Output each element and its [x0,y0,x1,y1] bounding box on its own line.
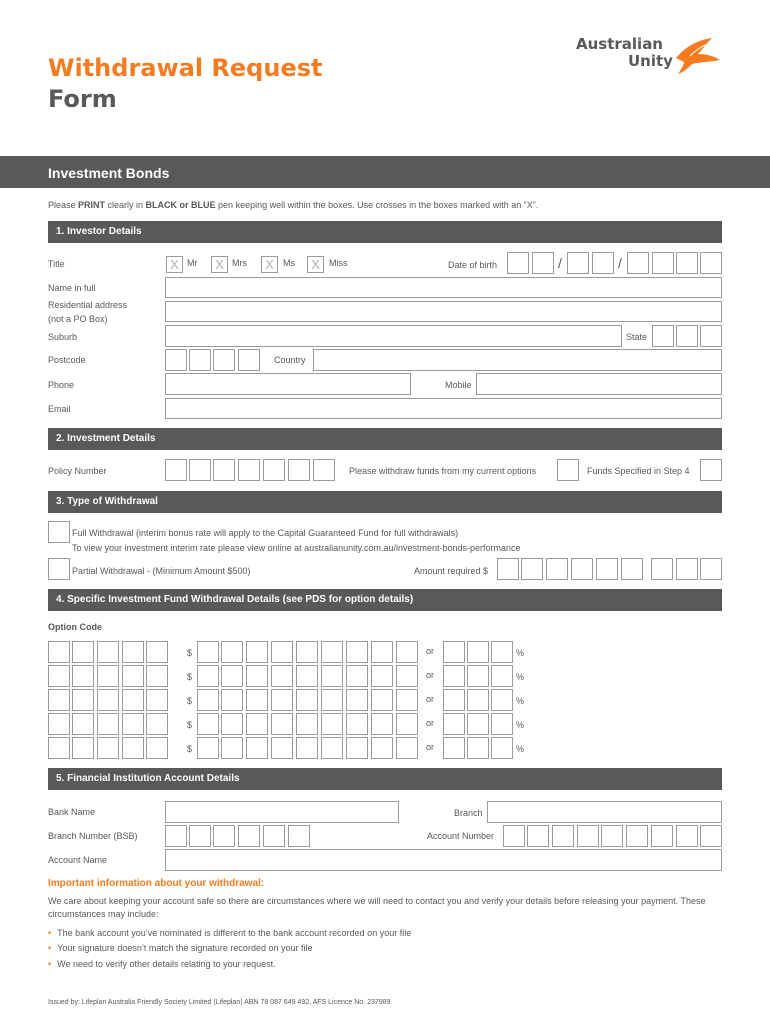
amount-box-3[interactable] [546,558,568,580]
amount-box[interactable] [321,665,343,687]
partial-withdrawal-checkbox[interactable] [48,558,70,580]
amount-box-2[interactable] [521,558,543,580]
amount-box[interactable] [346,737,368,759]
policy-box-2[interactable] [189,459,211,481]
section-type-of-withdrawal: 3. Type of Withdrawal [48,491,722,513]
logo-text-line1: Australian [576,35,663,53]
dob-slash-2: / [618,255,622,271]
option-code-label: Option Code [48,622,102,632]
amount-box[interactable] [271,713,293,735]
mobile-label: Mobile [445,380,472,390]
account-number-box-5[interactable] [601,825,623,847]
amount-box-9[interactable] [700,558,722,580]
option-code-box[interactable] [72,713,94,735]
section-fund-withdrawal-details: 4. Specific Investment Fund Withdrawal Details (see PDS for option details) [48,589,722,611]
bsb-box-5[interactable] [263,825,285,847]
postcode-box-3[interactable] [213,349,235,371]
dollar-sign: $ [187,744,193,754]
amount-box[interactable] [371,737,393,759]
logo-text-line2: Unity [628,52,673,70]
amount-box[interactable] [296,641,318,663]
bsb-box-3[interactable] [213,825,235,847]
option-code-box[interactable] [122,641,144,663]
percent-box[interactable] [467,665,489,687]
name-field[interactable] [165,277,722,298]
amount-box[interactable] [197,641,219,663]
account-name-field[interactable] [165,849,722,871]
option-code-box[interactable] [72,689,94,711]
address-label: Residential address [48,300,128,310]
account-number-box-3[interactable] [552,825,574,847]
amount-box[interactable] [197,713,219,735]
dollar-sign: $ [187,720,193,730]
dob-month-2[interactable] [592,252,614,274]
amount-box[interactable] [371,713,393,735]
option-code-box[interactable] [97,689,119,711]
amount-box[interactable] [321,641,343,663]
dob-day-2[interactable] [532,252,554,274]
account-number-box-9[interactable] [700,825,722,847]
amount-box[interactable] [246,641,268,663]
percent-sign: % [516,744,525,754]
option-code-box[interactable] [122,737,144,759]
option-code-box[interactable] [146,641,168,663]
funds-step4-label: Funds Specified in Step 4 [587,466,690,476]
dob-label: Date of birth [448,260,498,270]
percent-box[interactable] [443,689,465,711]
bullet-item: • We need to verify other details relating to your request. [48,959,276,969]
partial-withdrawal-label: Partial Withdrawal - (Minimum Amount $500) [72,566,251,576]
account-number-box-6[interactable] [626,825,648,847]
mobile-field[interactable] [476,373,722,395]
account-number-box-8[interactable] [676,825,698,847]
bank-name-field[interactable] [165,801,399,823]
or-label: or [426,694,435,704]
amount-box[interactable] [396,737,418,759]
state-box-3[interactable] [700,325,722,347]
title-ms-label: Ms [283,258,295,268]
amount-box[interactable] [197,689,219,711]
dollar-sign: $ [187,648,193,658]
or-label: or [426,670,435,680]
option-code-box[interactable] [72,641,94,663]
amount-box[interactable] [371,689,393,711]
interim-rate-note: To view your investment interim rate please view online at australianunity.com.au/investment-bonds-performance [72,543,521,553]
form-subtitle: Form [48,85,117,113]
option-code-box[interactable] [97,665,119,687]
amount-box-8[interactable] [676,558,698,580]
option-code-box[interactable] [122,665,144,687]
amount-box[interactable] [396,689,418,711]
amount-box[interactable] [271,737,293,759]
option-code-box[interactable] [48,689,70,711]
account-number-box-4[interactable] [577,825,599,847]
option-code-box[interactable] [97,713,119,735]
percent-sign: % [516,720,525,730]
percent-box[interactable] [491,689,513,711]
dob-year-3[interactable] [676,252,698,274]
country-label: Country [274,355,306,365]
option-code-box[interactable] [72,737,94,759]
policy-box-4[interactable] [238,459,260,481]
percent-box[interactable] [467,713,489,735]
or-label: or [426,718,435,728]
account-number-box-1[interactable] [503,825,525,847]
amount-box[interactable] [396,713,418,735]
postcode-box-1[interactable] [165,349,187,371]
percent-box[interactable] [467,641,489,663]
bsb-box-1[interactable] [165,825,187,847]
address-note: (not a PO Box) [48,314,108,324]
amount-box[interactable] [221,665,243,687]
state-label: State [626,332,648,342]
percent-box[interactable] [443,641,465,663]
section-bank-details: 5. Financial Institution Account Details [48,768,722,790]
account-number-label: Account Number [427,831,495,841]
percent-box[interactable] [467,689,489,711]
amount-box[interactable] [271,689,293,711]
title-mr-checkbox[interactable]: X [166,256,183,273]
postcode-box-2[interactable] [189,349,211,371]
bsb-box-4[interactable] [238,825,260,847]
policy-label: Policy Number [48,466,107,476]
amount-box[interactable] [346,713,368,735]
bank-name-label: Bank Name [48,807,96,817]
or-label: or [426,646,435,656]
option-code-box[interactable] [146,689,168,711]
amount-box[interactable] [246,689,268,711]
amount-box[interactable] [197,665,219,687]
product-title: Investment Bonds [48,165,170,181]
amount-box-1[interactable] [497,558,519,580]
amount-box[interactable] [396,665,418,687]
amount-box[interactable] [371,665,393,687]
title-mrs-label: Mrs [232,258,247,268]
policy-box-3[interactable] [213,459,235,481]
amount-box[interactable] [296,665,318,687]
title-label: Title [48,259,65,269]
bullet-item: • Your signature doesn’t match the signature recorded on your file [48,943,313,953]
funds-step4-checkbox[interactable] [700,459,722,481]
suburb-label: Suburb [48,332,78,342]
dob-year-1[interactable] [627,252,649,274]
account-number-box-2[interactable] [527,825,549,847]
withdraw-current-checkbox[interactable] [557,459,579,481]
amount-box[interactable] [246,737,268,759]
option-code-box[interactable] [48,641,70,663]
bsb-box-2[interactable] [189,825,211,847]
option-code-box[interactable] [72,665,94,687]
full-withdrawal-label: Full Withdrawal (interim bonus rate will apply to the Capital Guaranteed Fund for full withdrawals) [72,528,459,538]
or-label: or [426,742,435,752]
option-code-box[interactable] [146,665,168,687]
email-field[interactable] [165,398,722,419]
amount-box[interactable] [221,713,243,735]
address-field[interactable] [165,301,722,322]
policy-box-5[interactable] [263,459,285,481]
amount-box[interactable] [321,737,343,759]
amount-box[interactable] [271,665,293,687]
option-code-box[interactable] [48,713,70,735]
percent-box[interactable] [443,737,465,759]
email-label: Email [48,404,71,414]
bird-icon [672,36,722,76]
bsb-box-6[interactable] [288,825,310,847]
section-investor-details: 1. Investor Details [48,221,722,243]
percent-sign: % [516,696,525,706]
postcode-label: Postcode [48,355,86,365]
amount-box-6[interactable] [621,558,643,580]
amount-box[interactable] [396,641,418,663]
form-title: Withdrawal Request [48,54,323,82]
percent-box[interactable] [467,737,489,759]
title-mr-label: Mr [187,258,198,268]
dob-slash-1: / [558,255,562,271]
amount-required-label: Amount required $ [414,566,489,576]
amount-box[interactable] [221,641,243,663]
percent-sign: % [516,648,525,658]
option-code-box[interactable] [48,737,70,759]
important-paragraph: We care about keeping your account safe so there are circumstances where we will need to contact you and verify your details before releasing your payment. These circumstances may include: [48,896,706,919]
state-box-2[interactable] [676,325,698,347]
percent-box[interactable] [443,665,465,687]
amount-box[interactable] [296,689,318,711]
policy-box-7[interactable] [313,459,335,481]
policy-box-1[interactable] [165,459,187,481]
percent-box[interactable] [491,713,513,735]
section-investment-details: 2. Investment Details [48,428,722,450]
phone-label: Phone [48,380,75,390]
option-code-box[interactable] [97,737,119,759]
amount-box[interactable] [321,713,343,735]
bsb-label: Branch Number (BSB) [48,831,138,841]
australian-unity-logo [576,36,726,80]
phone-field[interactable] [165,373,411,395]
dollar-sign: $ [187,672,193,682]
amount-box-4[interactable] [571,558,593,580]
amount-box[interactable] [346,689,368,711]
withdraw-current-label: Please withdraw funds from my current options [349,466,537,476]
dob-year-2[interactable] [652,252,674,274]
option-code-box[interactable] [48,665,70,687]
branch-label: Branch [454,808,483,818]
amount-box[interactable] [296,713,318,735]
dob-day-1[interactable] [507,252,529,274]
footer-issuer: Issued by: Lifeplan Australia Friendly Society Limited (Lifeplan) ABN 78 087 649 492, AFS Licence No. 237989 [48,999,391,1006]
title-ms-checkbox[interactable]: X [261,256,278,273]
percent-box[interactable] [491,665,513,687]
amount-box[interactable] [221,689,243,711]
amount-box[interactable] [221,737,243,759]
instructions: Please PRINT clearly in BLACK or BLUE pen keeping well within the boxes. Use crosses in the boxes marked with an “X”. [48,200,539,210]
percent-box[interactable] [491,641,513,663]
title-miss-label: Miss [329,258,348,268]
name-label: Name in full [48,283,96,293]
amount-box[interactable] [271,641,293,663]
percent-box[interactable] [443,713,465,735]
full-withdrawal-checkbox[interactable] [48,521,70,543]
dollar-sign: $ [187,696,193,706]
account-number-box-7[interactable] [651,825,673,847]
option-code-box[interactable] [146,713,168,735]
suburb-field[interactable] [165,325,622,347]
option-code-box[interactable] [122,713,144,735]
percent-sign: % [516,672,525,682]
amount-box[interactable] [246,665,268,687]
bullet-item: • The bank account you’ve nominated is different to the bank account recorded on your file [48,928,412,938]
option-code-box[interactable] [146,737,168,759]
branch-field[interactable] [487,801,722,823]
amount-box[interactable] [296,737,318,759]
account-name-label: Account Name [48,855,108,865]
option-code-box[interactable] [122,689,144,711]
amount-box[interactable] [371,641,393,663]
dob-month-1[interactable] [567,252,589,274]
amount-box-5[interactable] [596,558,618,580]
option-code-box[interactable] [97,641,119,663]
important-heading: Important information about your withdrawal: [48,878,265,889]
country-field[interactable] [313,349,722,371]
amount-box[interactable] [346,665,368,687]
title-mrs-checkbox[interactable]: X [211,256,228,273]
amount-box-7[interactable] [651,558,673,580]
title-miss-checkbox[interactable]: X [307,256,324,273]
amount-box[interactable] [197,737,219,759]
policy-box-6[interactable] [288,459,310,481]
percent-box[interactable] [491,737,513,759]
amount-box[interactable] [246,713,268,735]
amount-box[interactable] [346,641,368,663]
dob-year-4[interactable] [700,252,722,274]
postcode-box-4[interactable] [238,349,260,371]
amount-box[interactable] [321,689,343,711]
state-box-1[interactable] [652,325,674,347]
